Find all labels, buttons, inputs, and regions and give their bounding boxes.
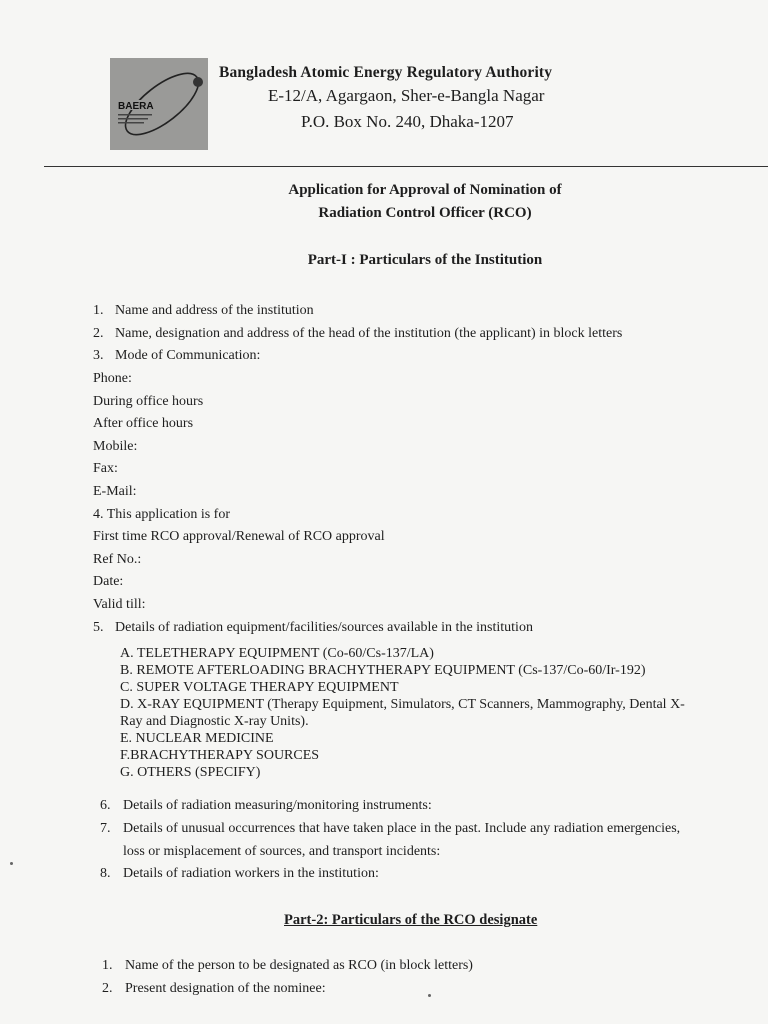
part2-heading: Part-2: Particulars of the RCO designate [284,912,538,928]
office-hours-label: During office hours [93,394,204,409]
fax-label: Fax: [93,461,118,476]
scan-speck [428,994,431,997]
org-name: Bangladesh Atomic Energy Regulatory Authority [219,64,553,81]
equipment-item: D. X-RAY EQUIPMENT (Therapy Equipment, Simulators, CT Scanners, Mammography, Dental X- [120,697,685,712]
org-address-line2: P.O. Box No. 240, Dhaka-1207 [301,112,514,131]
application-heading: 4. This application is for [93,507,230,522]
form-title-line2: Radiation Control Officer (RCO) [318,205,532,221]
date-label: Date: [93,574,124,589]
baera-logo [110,58,208,150]
part1-item-7-continued: loss or misplacement of sources, and transport incidents: [123,844,441,859]
part1-item-5: 5. Details of radiation equipment/facilities/sources available in the institution [93,620,533,635]
form-title-line1: Application for Approval of Nomination of [288,182,562,198]
equipment-item: A. TELETHERAPY EQUIPMENT (Co-60/Cs-137/LA) [120,646,434,661]
part1-item-6: 6. Details of radiation measuring/monitoring instruments: [100,798,432,813]
equipment-item: F.BRACHYTHERAPY SOURCES [120,748,320,763]
mobile-label: Mobile: [93,439,138,454]
header-divider [44,166,768,167]
equipment-item: E. NUCLEAR MEDICINE [120,731,274,746]
valid-till-label: Valid till: [93,597,146,612]
part2-item-2: 2. Present designation of the nominee: [102,981,326,996]
equipment-item-continued: Ray and Diagnostic X-ray Units). [120,714,309,729]
part1-item-8: 8. Details of radiation workers in the institution: [100,866,379,881]
scan-speck [10,862,13,865]
application-type: First time RCO approval/Renewal of RCO approval [93,529,385,544]
email-label: E-Mail: [93,484,137,499]
after-hours-label: After office hours [93,416,194,431]
logo-text: BAERA [118,101,154,112]
org-address-line1: E-12/A, Agargaon, Sher-e-Bangla Nagar [268,86,545,105]
part1-heading: Part-I : Particulars of the Institution [307,252,543,268]
part1-item-3: 3. Mode of Communication: [93,348,261,363]
phone-label: Phone: [93,371,132,386]
part2-item-1: 1. Name of the person to be designated as RCO (in block letters) [102,958,473,973]
ref-no-label: Ref No.: [93,552,142,567]
equipment-item: B. REMOTE AFTERLOADING BRACHYTHERAPY EQUIPMENT (Cs-137/Co-60/Ir-192) [120,663,646,678]
part1-item-2: 2. Name, designation and address of the head of the institution (the applicant) in block letters [93,326,623,341]
equipment-item: G. OTHERS (SPECIFY) [120,765,261,780]
equipment-item: C. SUPER VOLTAGE THERAPY EQUIPMENT [120,680,399,695]
part1-item-1: 1. Name and address of the institution [93,303,314,318]
part1-item-7: 7. Details of unusual occurrences that have taken place in the past. Include any radiation emergencies, [100,821,681,836]
